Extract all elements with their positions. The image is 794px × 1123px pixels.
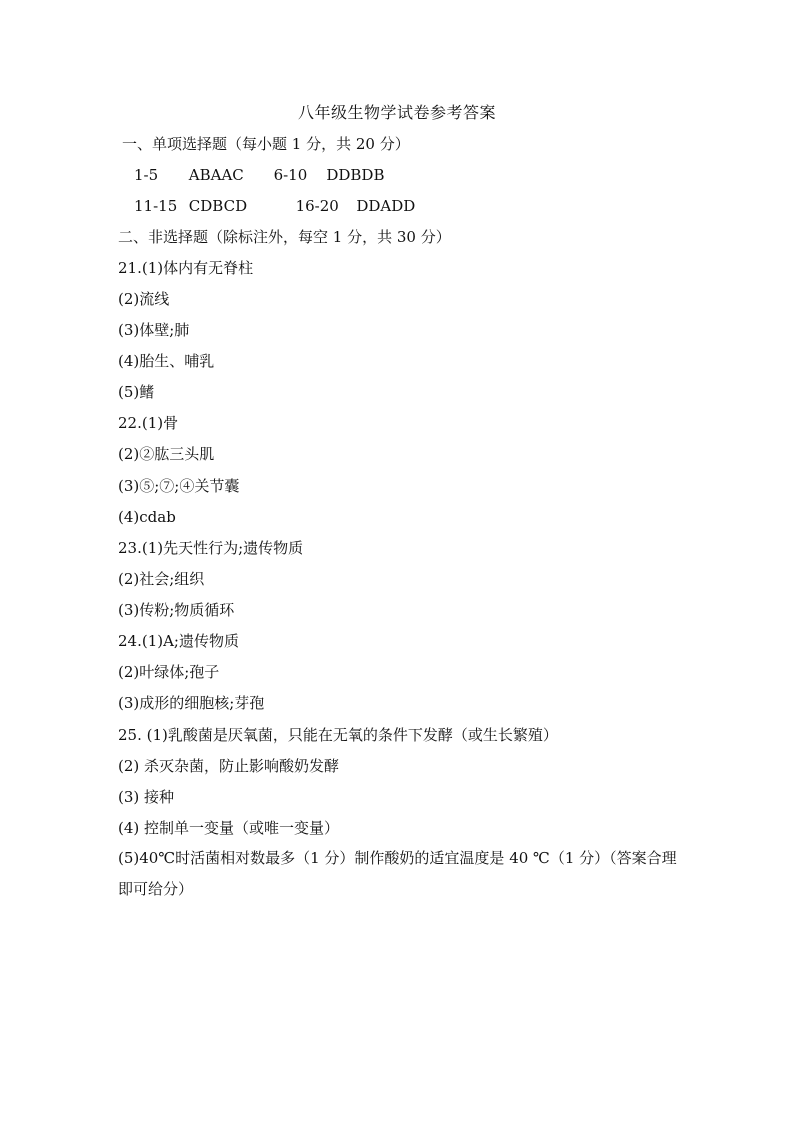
answer-line: (4) 控制单一变量（或唯一变量） bbox=[118, 819, 340, 837]
range-label: 6-10 bbox=[273, 166, 308, 184]
answer-line: (4)胎生、哺乳 bbox=[118, 352, 215, 370]
answer-line: (2) 杀灭杂菌，防止影响酸奶发酵 bbox=[118, 757, 340, 775]
answer-string: ABAAC bbox=[188, 166, 244, 184]
answer-line: (2)社会;组织 bbox=[118, 570, 205, 588]
answer-string: DDADD bbox=[356, 197, 416, 215]
answer-line: (3)体壁;肺 bbox=[118, 321, 190, 339]
answer-line: 25. (1)乳酸菌是厌氧菌，只能在无氧的条件下发酵（或生长繁殖） bbox=[118, 726, 558, 744]
choice-answers-row-2 bbox=[134, 196, 415, 216]
answer-line-last: (5)40℃时活菌相对数最多（1 分）制作酸奶的适宜温度是 40 ℃（1 分）（答案合理即可给分） bbox=[118, 849, 677, 898]
answer-line: 23.(1)先天性行为;遗传物质 bbox=[118, 539, 304, 557]
answer-string: DDBDB bbox=[326, 166, 385, 184]
answer-line: (2)叶绿体;孢子 bbox=[118, 663, 220, 681]
answer-line: (3)⑤;⑦;④关节囊 bbox=[118, 477, 240, 495]
answer-string: CDBCD bbox=[188, 197, 248, 215]
answer-line: (5)鳍 bbox=[118, 383, 155, 401]
section2-heading: 二、非选择题（除标注外，每空 1 分，共 30 分） bbox=[118, 228, 451, 246]
answer-line: (2)②肱三头肌 bbox=[118, 445, 215, 463]
answer-line: 21.(1)体内有无脊柱 bbox=[118, 259, 254, 277]
answer-line: (2)流线 bbox=[118, 290, 170, 308]
section1-heading: 一、单项选择题（每小题 1 分，共 20 分） bbox=[122, 135, 410, 153]
choice-answers-row-1 bbox=[134, 165, 384, 185]
range-label: 1-5 bbox=[134, 166, 159, 184]
answer-line: (3)成形的细胞核;芽孢 bbox=[118, 694, 265, 712]
answer-line: 24.(1)A;遗传物质 bbox=[118, 632, 239, 650]
range-label: 16-20 bbox=[295, 197, 339, 215]
page-title: 八年级生物学试卷参考答案 bbox=[297, 103, 496, 122]
range-label: 11-15 bbox=[134, 197, 178, 215]
answer-line: (4)cdab bbox=[118, 508, 176, 526]
answer-line: (3) 接种 bbox=[118, 788, 175, 806]
answer-line: 22.(1)骨 bbox=[118, 414, 179, 432]
answer-line: (3)传粉;物质循环 bbox=[118, 601, 235, 619]
